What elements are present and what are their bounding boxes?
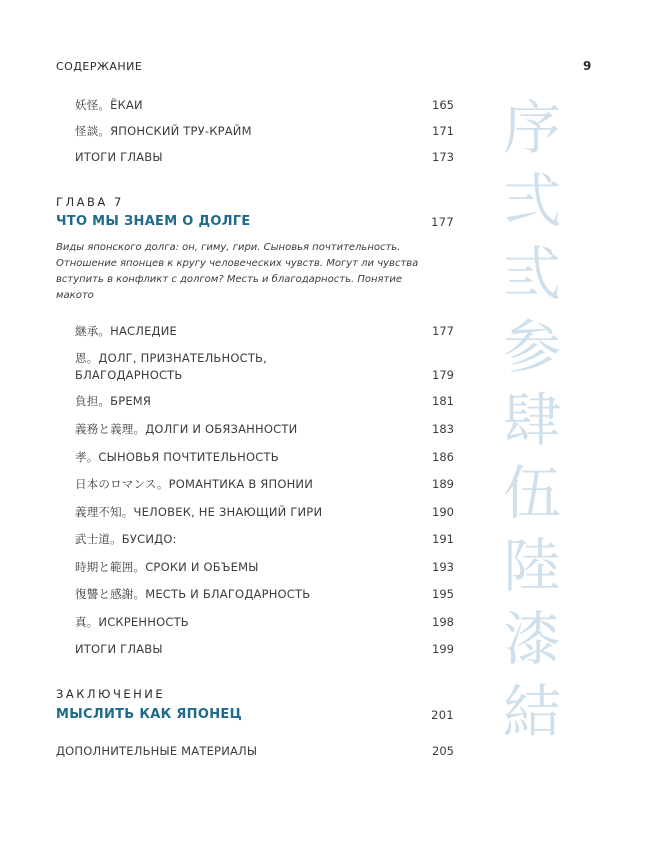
toc-entry-page: 177 (432, 324, 454, 338)
running-header: СОДЕРЖАНИЕ (56, 60, 143, 73)
toc-entry-page: 193 (432, 560, 454, 574)
toc-entry-page: 186 (432, 450, 454, 464)
conclusion-title[interactable] (56, 707, 454, 722)
chapter-title-text: ЧТО МЫ ЗНАЕМ О ДОЛГЕ (56, 214, 251, 229)
toc-entry[interactable] (75, 97, 454, 114)
chapter-title[interactable] (56, 214, 454, 229)
kanji-glyph: 伍 (502, 459, 561, 527)
kanji-glyph: 肆 (502, 386, 561, 454)
toc-entry-appendix[interactable] (56, 743, 454, 760)
toc-entry-label: 復讐と感謝。МЕСТЬ И БЛАГОДАРНОСТЬ (75, 587, 311, 601)
toc-entry-page: 191 (432, 532, 454, 546)
toc-entry-label: 妖怪。ЁКАИ (75, 98, 143, 112)
toc-entry[interactable] (75, 323, 454, 340)
toc-entry-label: 孝。СЫНОВЬЯ ПОЧТИТЕЛЬНОСТЬ (75, 450, 279, 464)
toc-entry-page: 205 (432, 744, 454, 758)
conclusion-label: ЗАКЛЮЧЕНИЕ (56, 687, 166, 701)
toc-entry-page: 179 (432, 368, 454, 382)
kanji-glyph: 参 (502, 313, 561, 381)
toc-entry-page: 183 (432, 422, 454, 436)
toc-entry-label: 真。ИСКРЕННОСТЬ (75, 615, 189, 629)
toc-entry-page: 165 (432, 98, 454, 112)
toc-entry[interactable] (75, 559, 454, 576)
toc-entry-page: 198 (432, 615, 454, 629)
kanji-glyph: 弎 (502, 240, 561, 308)
toc-entry-label: ДОПОЛНИТЕЛЬНЫЕ МАТЕРИАЛЫ (56, 744, 258, 758)
conclusion-title-text: МЫСЛИТЬ КАК ЯПОНЕЦ (56, 707, 242, 722)
toc-entry[interactable] (75, 123, 454, 140)
toc-entry[interactable] (75, 350, 454, 384)
toc-entry-page: 190 (432, 505, 454, 519)
toc-entry-label: ИТОГИ ГЛАВЫ (75, 150, 163, 164)
toc-entry-label: 怪談。ЯПОНСКИЙ ТРУ-КРАЙМ (75, 124, 252, 138)
toc-entry-label: 継承。НАСЛЕДИЕ (75, 324, 178, 338)
toc-entry-label: 時期と範囲。СРОКИ И ОБЪЕМЫ (75, 560, 259, 574)
toc-entry-label: ИТОГИ ГЛАВЫ (75, 642, 163, 656)
toc-entry-page: 195 (432, 587, 454, 601)
toc-entry[interactable] (75, 531, 454, 548)
toc-entry[interactable] (75, 504, 454, 521)
toc-entry[interactable] (75, 421, 454, 438)
kanji-glyph: 結 (502, 678, 561, 746)
toc-entry-label: 義務と義理。ДОЛГИ И ОБЯЗАННОСТИ (75, 422, 298, 436)
chapter-description: Виды японского долга: он, гиму, гири. Сыновья почтительность. Отношение японцев к кругу человеческих чувств. Могут ли чувства вступить в конфликт с долгом? Месть и благодарность. Понятие макото (56, 242, 419, 301)
toc-entry[interactable] (75, 641, 454, 658)
kanji-glyph: 序 (502, 94, 561, 162)
toc-entry-page: 173 (432, 150, 454, 164)
toc-entry-page: 171 (432, 124, 454, 138)
toc-entry[interactable] (75, 449, 454, 466)
toc-entry-page: 199 (432, 642, 454, 656)
page-number: 9 (583, 59, 592, 73)
toc-entry[interactable] (75, 393, 454, 410)
kanji-glyph: 陸 (502, 532, 561, 600)
toc-entry-page: 189 (432, 477, 454, 491)
toc-entry-label: 恩。ДОЛГ, ПРИЗНАТЕЛЬНОСТЬ, БЛАГОДАРНОСТЬ (75, 351, 268, 382)
kanji-glyph: 漆 (502, 605, 561, 673)
toc-entry-label: 日本のロマンス。РОМАНТИКА В ЯПОНИИ (75, 477, 314, 491)
toc-entry[interactable] (75, 476, 454, 493)
toc-entry[interactable] (75, 149, 454, 166)
toc-entry-label: 負担。БРЕМЯ (75, 394, 152, 408)
toc-entry[interactable] (75, 586, 454, 603)
toc-entry-label: 武士道。БУСИДО: (75, 532, 177, 546)
decorative-kanji-column (498, 92, 566, 749)
conclusion-page: 201 (431, 708, 454, 722)
chapter-label: ГЛАВА 7 (56, 195, 124, 209)
toc-entry-label: 義理不知。ЧЕЛОВЕК, НЕ ЗНАЮЩИЙ ГИРИ (75, 505, 323, 519)
chapter-page: 177 (431, 215, 454, 229)
toc-entry[interactable] (75, 614, 454, 631)
kanji-glyph: 弍 (502, 167, 561, 235)
toc-entry-page: 181 (432, 394, 454, 408)
